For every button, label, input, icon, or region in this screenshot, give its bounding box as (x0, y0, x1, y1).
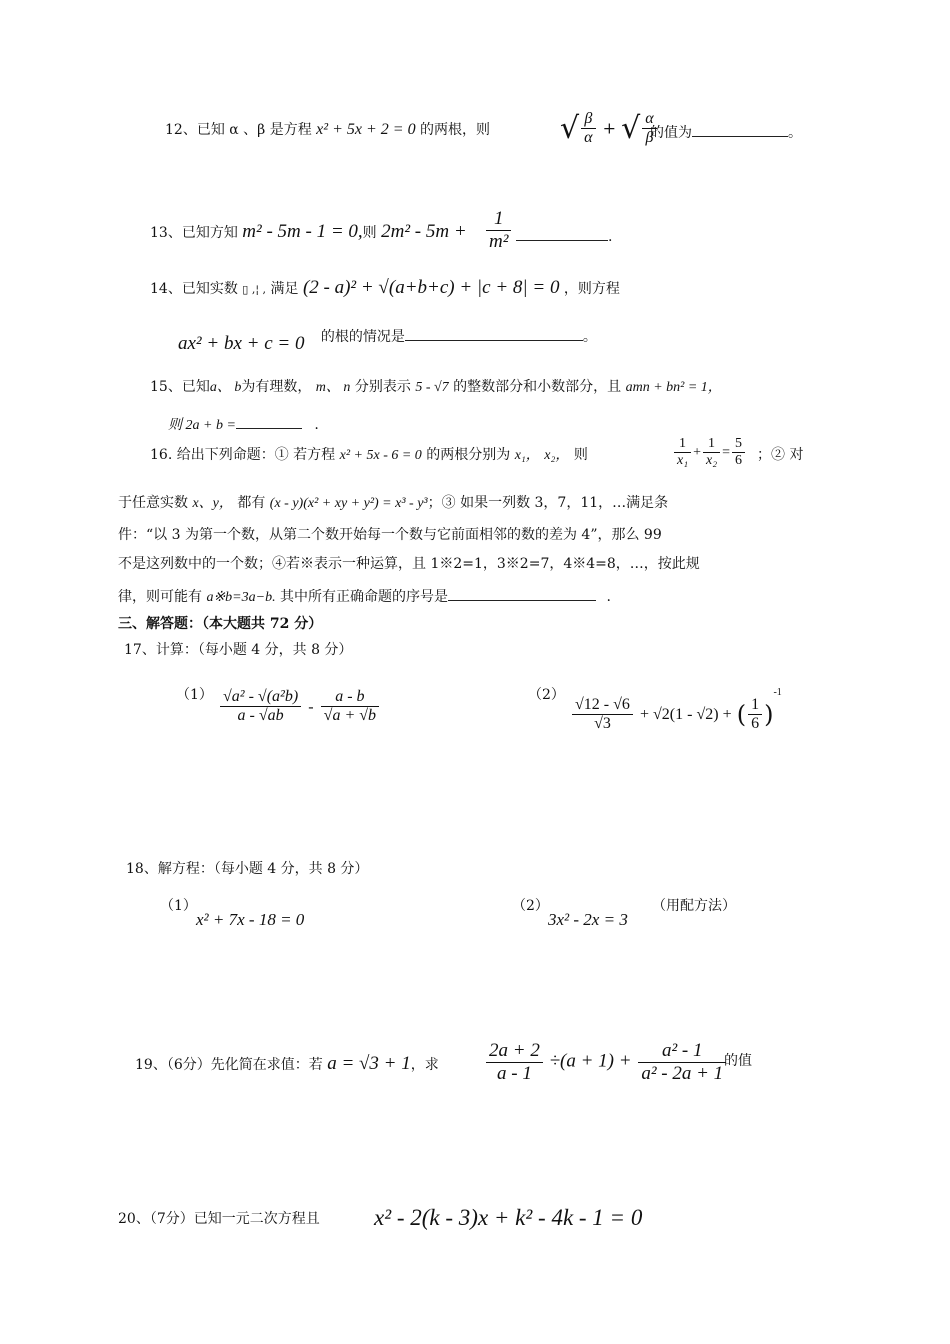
q15-mid3: 的整数部分和小数部分，且 (453, 379, 622, 395)
q18-p2-label: （2） (512, 898, 549, 914)
q13-end: . (608, 229, 613, 245)
q16-f3-den: 6 (735, 453, 742, 469)
q18-p1-label: （1） (160, 898, 197, 914)
q18-title: 18、解方程：（每小题 4 分，共 8 分） (126, 861, 369, 877)
q16-line2-a: 于任意实数 (118, 495, 188, 511)
q16-f1-num: 1 (674, 436, 691, 453)
q13-expr: 2m² - 5m + (381, 221, 467, 242)
q12-frac2-num: α (642, 110, 656, 129)
q19-op: ÷(a + 1) + (549, 1050, 632, 1072)
q16-line5-a: 律，则可能有 (118, 589, 202, 605)
q17-p2-frac-num: 1 (748, 696, 762, 715)
q17-p1-label: （1） (176, 687, 213, 703)
q12-prefix: 12、已知 α 、β 是方程 (165, 122, 312, 138)
q19-f2-num: a² - 1 (638, 1040, 726, 1063)
q19-f1-den: a - 1 (497, 1062, 532, 1084)
q17-p1-num2: a - b (321, 688, 379, 707)
q15-mid2: 分别表示 (354, 379, 411, 395)
q15-line1 (150, 380, 722, 395)
q14-suffix: ，则方程 (563, 281, 620, 297)
q13-answer-blank[interactable] (516, 226, 608, 241)
q17-p1-num1: √a² - √(a²b) (220, 688, 301, 707)
q16-line1 (150, 448, 588, 463)
q16-line2-b: 都有 (237, 495, 266, 511)
q16-line1-a: 16. 给出下列命题：① 若方程 (150, 447, 336, 463)
q16-x2: x₂， (544, 448, 570, 463)
q16-line5 (118, 586, 611, 605)
q17-p2-frac-den: 6 (751, 715, 760, 732)
q14-line1 (150, 278, 620, 297)
q19-suffix: 的值 (724, 1053, 752, 1069)
q16-line5-eq: a※b=3a−b. (206, 590, 276, 605)
q14-vars: ▯ ,¦ , (242, 283, 267, 296)
q20-line (118, 1212, 320, 1226)
q16-line2 (118, 496, 668, 511)
q19-line (135, 1054, 439, 1073)
q16-line2-eq: (x - y)(x² + xy + y²) = x³ - y³ (269, 496, 428, 511)
q13-tail (516, 226, 612, 244)
q17-title: 17、计算：（每小题 4 分，共 8 分） (124, 642, 353, 658)
q18-p2-eq: 3x² - 2x = 3 (548, 910, 628, 929)
q12-mid: 的两根，则 (420, 122, 491, 138)
q14-mid: 满足 (270, 281, 299, 297)
section3-heading: 三、解答题：（本大题共 72 分） (118, 616, 323, 632)
q17-part1 (176, 688, 381, 726)
q16-line1-b: 的两根分别为 (426, 447, 511, 463)
q13-prefix: 13、已知方知 (150, 225, 238, 241)
q16-line1-tail (757, 448, 803, 462)
q16-line5-b: 其中所有正确命题的序号是 (280, 589, 449, 605)
q16-line2-c: ；③ 如果一列数 3，7，11，…满足条 (427, 495, 669, 511)
q19-cond: a = √3 + 1 (327, 1053, 411, 1074)
q12-answer-blank[interactable] (692, 122, 788, 137)
q16-line3: 件：“以 3 为第一个数，从第二个数开始每一个数与它前面相邻的数的差为 4”，那么 99 (118, 527, 662, 543)
q16-f3-num: 5 (732, 436, 745, 453)
q16-line1-eq: x² + 5x - 6 = 0 (339, 448, 422, 463)
q15-expr: 5 - √7 (415, 380, 449, 395)
q13-frac-den: m² (489, 230, 509, 252)
q16-f1-den: x₁ (677, 453, 689, 469)
q12-frac2-den: β (645, 129, 654, 147)
q17-p2-num: √12 - √6 (572, 696, 633, 715)
q20-prefix: 20、（7分）已知一元二次方程且 (118, 1211, 320, 1227)
q14-text2: 的根的情况是 (320, 329, 405, 345)
q17-p2-rest: + √2(1 - √2) + (640, 706, 732, 723)
q16-line4: 不是这列数中的一个数；④若※表示一种运算，且 1※2=1，3※2=7，4※4=8，…，按此规 (118, 556, 700, 572)
q12-line (165, 122, 490, 138)
q15-cond: amn + bn² = 1， (625, 380, 722, 395)
q13-mid: 则 (362, 225, 377, 241)
q15-mid1: 为有理数， (241, 379, 312, 395)
q13-equation: m² - 5m - 1 = 0, (242, 221, 363, 242)
q17-p1-minus: - (308, 698, 314, 716)
q16-f2-num: 1 (703, 436, 720, 453)
q12-tail (650, 122, 802, 140)
q15-mn: m、 n (315, 380, 351, 395)
q12-end: 。 (788, 125, 802, 141)
q17-p2-exp: -1 (773, 687, 782, 698)
q12-equation: x² + 5x + 2 = 0 (316, 121, 416, 138)
q19-f2-den: a² - 2a + 1 (641, 1062, 724, 1084)
q16-line1-d: ；② 对 (757, 447, 804, 463)
q18-p2-note: （用配方法） (652, 898, 736, 914)
q16-answer-blank[interactable] (448, 586, 596, 601)
q15-end: . (314, 417, 319, 433)
q12-expression: √ $\frac{\beta}{\alpha}$ + √ $\frac{\alpha}{\beta}$ (560, 110, 659, 148)
q14-answer-blank[interactable] (405, 326, 583, 341)
q17-p2-label: （2） (528, 687, 565, 703)
q14-prefix: 14、已知实数 (150, 281, 238, 297)
q14-condition: (2 - a)² + √(a+b+c) + |c + 8| = 0 (302, 277, 560, 298)
q19-expression (484, 1040, 728, 1085)
q15-ab: a、 b (209, 380, 242, 395)
q17-p1-den2: √a + √b (323, 707, 377, 725)
q17-p1-den1: a - √ab (237, 707, 284, 725)
q17-part2: （2） $\frac{√12 - √6}{√3}$ + √2(1 - √2) + ( $\frac{1}{6}$ )$^{-1}$ (528, 687, 782, 732)
q16-fractions: $\frac{1}{\text{x₁}}$ + $\frac{1}{\text{x₂}}$ = $\frac{5}{6}$ (672, 436, 747, 469)
q16-x1: x₁， (514, 448, 540, 463)
q20-equation: x² - 2(k - 3)x + k² - 4k - 1 = 0 (374, 1205, 643, 1230)
q13-fraction (484, 208, 513, 253)
q14-end: 。 (582, 329, 597, 345)
q12-frac1-num: β (581, 110, 595, 129)
q14-equation: ax² + bx + c = 0 (178, 333, 305, 354)
q16-line2-xy: x、y， (192, 496, 233, 511)
q12-frac1-den: α (584, 129, 593, 147)
q12-suffix: 的值为 (650, 125, 692, 141)
q19-f1-num: 2a + 2 (486, 1040, 543, 1063)
q13-line (150, 222, 467, 241)
q15-line2 (168, 414, 319, 433)
q13-frac-num: 1 (486, 208, 511, 231)
q19-mid: ，求 (410, 1057, 439, 1073)
q16-f2-den: x₂ (706, 453, 718, 469)
q16-end: . (606, 589, 611, 605)
q16-line1-c: 则 (573, 447, 588, 463)
q15-line2-text: 则 2a + b = (168, 418, 236, 433)
q14-line2 (178, 326, 597, 354)
q15-answer-blank[interactable] (236, 414, 302, 429)
q18-p1-eq: x² + 7x - 18 = 0 (196, 910, 305, 929)
q19-prefix: 19、（6分）先化简在求值：若 (135, 1057, 323, 1073)
q17-p2-den: √3 (594, 715, 611, 732)
q15-prefix: 15、已知 (150, 379, 210, 395)
